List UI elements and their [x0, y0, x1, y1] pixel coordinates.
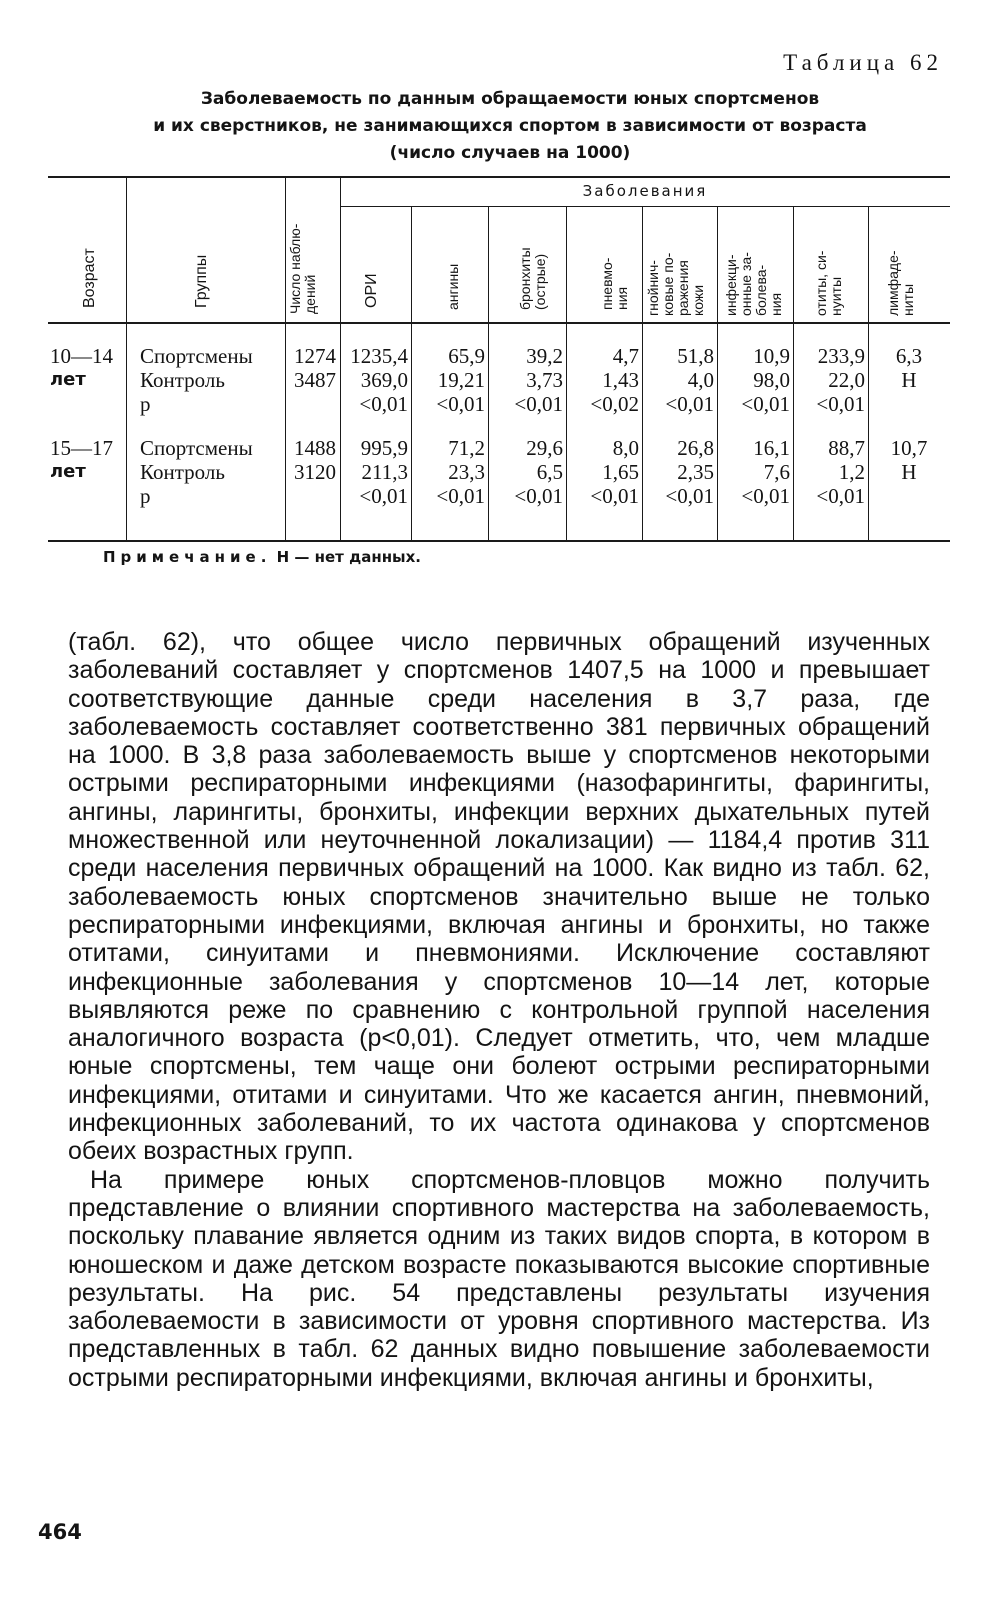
table-cell: <0,01 — [741, 392, 790, 416]
table-cell: 71,2 — [448, 436, 485, 460]
table-cell: 2,35 — [677, 460, 714, 484]
caption-line: Заболеваемость по данным обращаемости юных спортсменов — [200, 89, 820, 109]
table-cell: <0,01 — [816, 484, 865, 508]
group-name: Спортсмены — [140, 436, 253, 460]
age-range: 15—17 — [50, 436, 113, 460]
table-cell: 88,7 — [828, 436, 865, 460]
table-cell: 3,73 — [526, 368, 563, 392]
table-cell: 29,6 — [526, 436, 563, 460]
note-text: Н — нет данных. — [276, 548, 421, 566]
header-col-bronchitis: бронхиты (острые) — [517, 247, 548, 310]
table-cell: 10,7 — [890, 436, 928, 460]
table-cell: <0,01 — [359, 484, 408, 508]
table-cell: <0,01 — [665, 392, 714, 416]
header-col-angina: ангины — [445, 263, 461, 310]
paragraph: (табл. 62), что общее число первичных обращений изученных заболеваний составляет у спортсменов 1407,5 на 1000 и превышает соответствующие данные среди населения в 3,7 раза, где заболеваемость составляет соответственно 381 первичных обращений на 1000. В 3,8 раза заболеваемость выше у спортсменов некоторыми острыми респираторными инфекциями (назофарингиты, фарингиты, ангины, ларингиты, бронхиты, инфекции верхних дыхательных путей множественной или неуточненной локализации) — 1184,4 против 311 среди населения первичных обращений на 1000. Как видно из табл. 62, заболеваемость юных спортсменов значительно выше не только респираторными инфекциями, включая ангины и бронхиты, но также отитами, синуитами и пневмониями. Исключение составляют инфекционные заболевания у спортсменов 10—14 лет, которые выявляются реже по сравнению с контрольной группой населения аналогичного возраста (р<0,01). Следует отметить, что, чем младше юные спортсмены, тем чаще они болеют острыми респираторными инфекциями, отитами и синуитами. Что же касается ангин, пневмоний, инфекционных заболеваний, то их частота одинакова у спортсменов обеих возрастных групп. — [68, 628, 930, 1166]
table-cell: <0,01 — [514, 484, 563, 508]
header-col-ori: ОРИ — [363, 273, 380, 308]
column-rule — [126, 178, 127, 540]
table-caption — [70, 86, 950, 167]
table-cell: 26,8 — [677, 436, 714, 460]
table-cell: <0,01 — [359, 392, 408, 416]
caption-line: (число случаев на 1000) — [389, 143, 631, 163]
morbidity-table — [48, 176, 950, 542]
table-cell: <0,01 — [665, 484, 714, 508]
observations-count: 1488 — [294, 436, 336, 460]
table-cell: <0,01 — [590, 484, 639, 508]
header-col-skin: гнойнич- ковые по- ражения кожи — [645, 252, 706, 316]
table-note — [103, 548, 421, 566]
caption-line: и их сверстников, не занимающихся спортом в зависимости от возраста — [153, 116, 867, 136]
header-age: Возраст — [81, 248, 98, 308]
table-cell: 1,65 — [602, 460, 639, 484]
table-cell: 369,0 — [360, 368, 408, 392]
table-cell: 6,3 — [895, 344, 923, 368]
table-label: Таблица 62 — [783, 50, 943, 75]
table-cell: <0,01 — [436, 392, 485, 416]
table-cell: 8,0 — [612, 436, 639, 460]
table-cell: 1,43 — [602, 368, 639, 392]
group-name: р — [140, 392, 151, 416]
table-cell: 6,5 — [536, 460, 563, 484]
table-cell: <0,01 — [436, 484, 485, 508]
table-cell: 4,7 — [612, 344, 639, 368]
header-col-otitis: отиты, си- нуиты — [813, 250, 844, 316]
table-cell: <0,01 — [816, 392, 865, 416]
table-cell: 4,0 — [687, 368, 714, 392]
note-label: Примечание. — [103, 548, 272, 566]
table-cell: 39,2 — [526, 344, 563, 368]
header-diseases: Заболевания — [582, 182, 708, 200]
header-observations: Число наблю- дений — [287, 223, 318, 314]
page-number: 464 — [38, 1520, 82, 1544]
table-cell: 23,3 — [448, 460, 485, 484]
table-cell: 22,0 — [828, 368, 865, 392]
column-rule — [868, 206, 869, 540]
age-range: 10—14 — [50, 344, 113, 368]
table-cell: 7,6 — [763, 460, 790, 484]
table-cell: <0,01 — [514, 392, 563, 416]
table-cell: 995,9 — [360, 436, 408, 460]
age-unit: лет — [50, 461, 86, 482]
table-cell: <0,02 — [590, 392, 639, 416]
paragraph: На примере юных спортсменов-пловцов можно получить представление о влиянии спортивного мастерства на заболеваемость, поскольку плавание является одним из таких видов спорта, в котором в юношеском и даже детском возрасте показываются высокие спортивные результаты. На рис. 54 представлены результаты изучения заболеваемости в зависимости от уровня спортивного мастерства. Из представленных в табл. 62 данных видно повышение заболеваемости острыми респираторными инфекциями, включая ангины и бронхиты, — [68, 1165, 930, 1392]
header-col-lymph: лимфаде- ниты — [885, 250, 916, 316]
observations-count: 3487 — [294, 368, 336, 392]
table-cell: 19,21 — [437, 368, 485, 392]
table-header — [48, 178, 950, 324]
table-cell: Н — [901, 368, 917, 392]
table-cell: Н — [901, 460, 917, 484]
table-cell: 65,9 — [448, 344, 485, 368]
group-name: Контроль — [140, 460, 225, 484]
table-cell: 211,3 — [361, 460, 408, 484]
table-cell: 16,1 — [753, 436, 790, 460]
age-unit: лет — [50, 369, 86, 390]
group-name: Спортсмены — [140, 344, 253, 368]
table-cell: 1235,4 — [350, 344, 408, 368]
table-cell: 10,9 — [753, 344, 790, 368]
table-cell: <0,01 — [741, 484, 790, 508]
group-name: р — [140, 484, 151, 508]
body-text — [68, 628, 930, 1392]
table-cell: 1,2 — [838, 460, 865, 484]
header-col-pneumonia: пневмо- ния — [599, 257, 630, 310]
observations-count: 3120 — [294, 460, 336, 484]
header-col-infectious: инфекци- онные за- болева- ния — [723, 252, 784, 316]
header-groups: Группы — [193, 254, 210, 308]
table-cell: 51,8 — [677, 344, 714, 368]
table-cell: 98,0 — [753, 368, 790, 392]
group-name: Контроль — [140, 368, 225, 392]
table-cell: 233,9 — [817, 344, 865, 368]
observations-count: 1274 — [294, 344, 336, 368]
header-divider — [340, 206, 950, 207]
